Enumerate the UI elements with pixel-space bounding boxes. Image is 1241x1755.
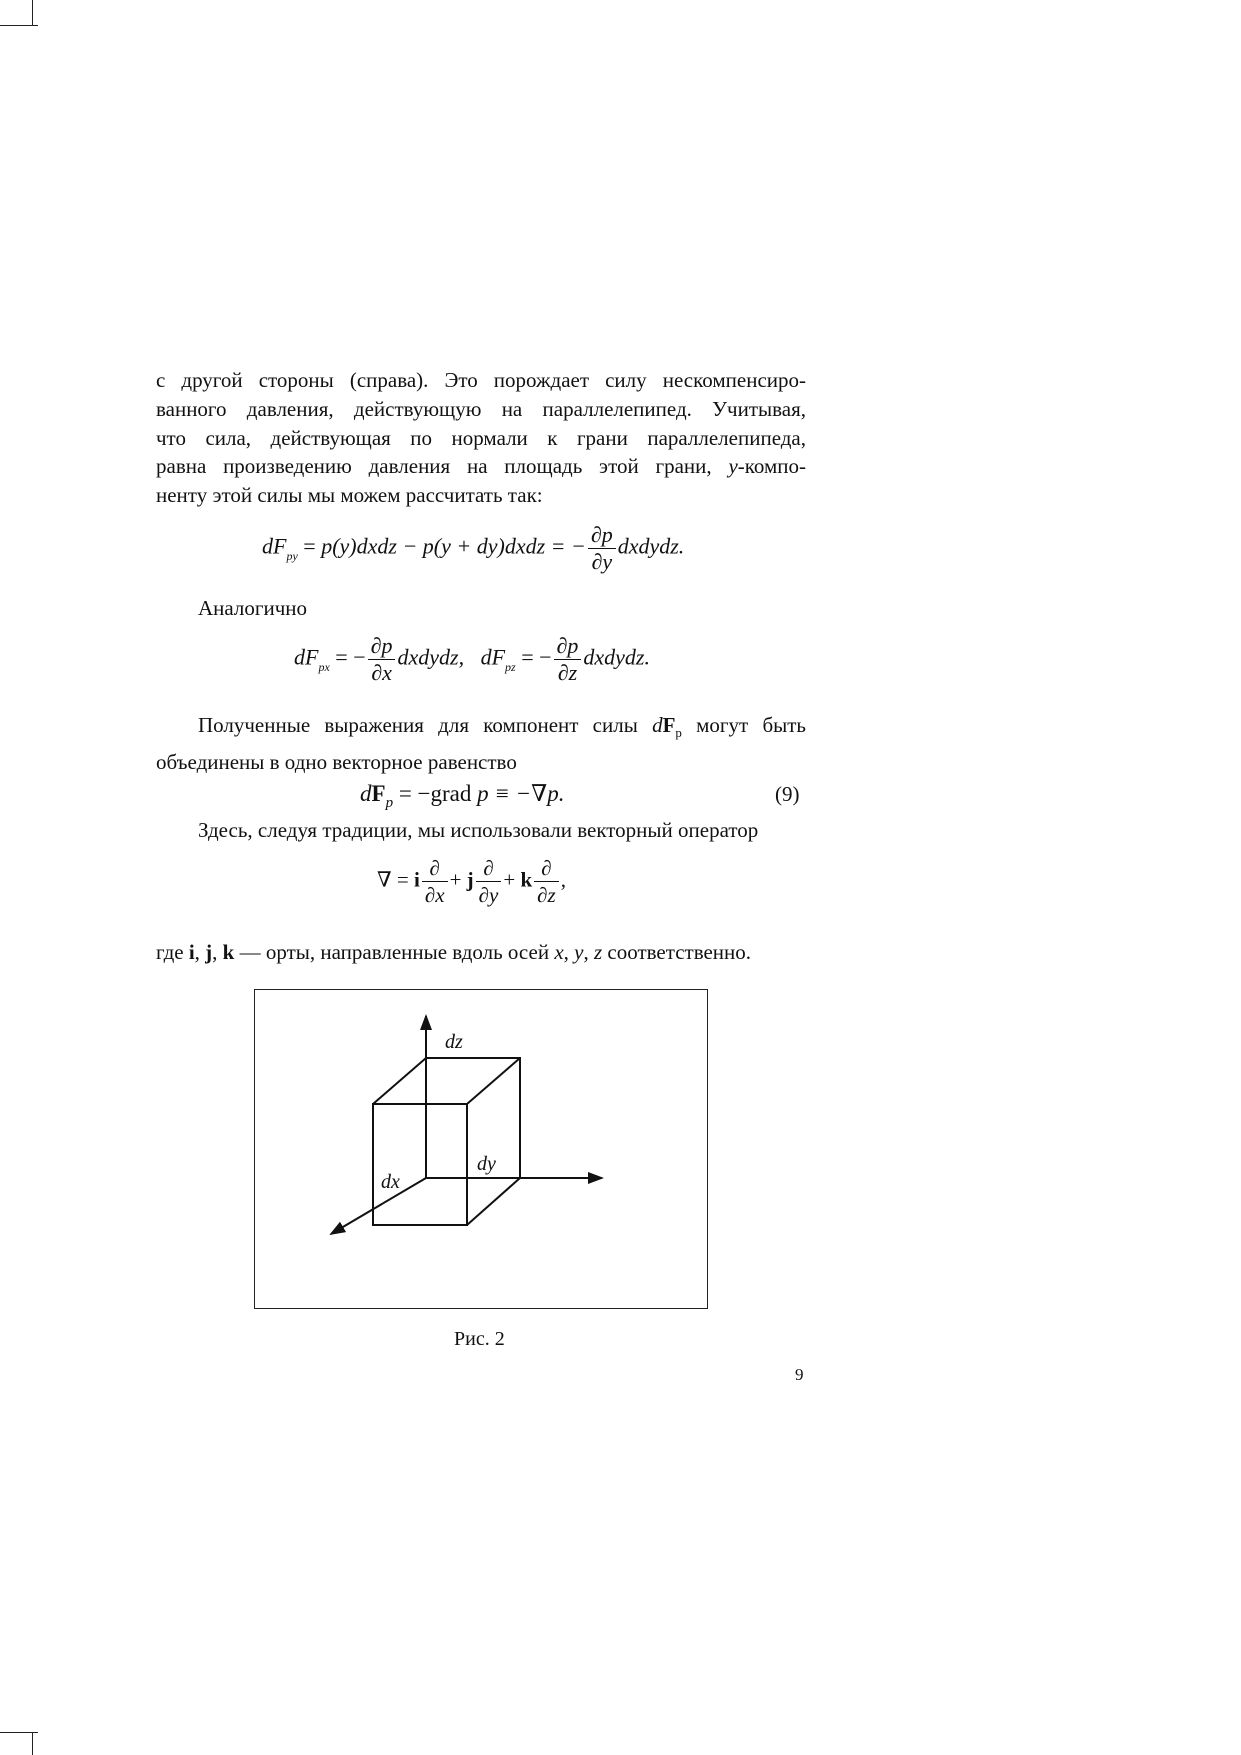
cube-edge	[373, 1058, 426, 1104]
text-line: ненту этой силы мы можем рассчитать так:	[156, 483, 543, 508]
figure-caption: Рис. 2	[454, 1328, 505, 1350]
crop-mark-top-vertical	[32, 0, 33, 26]
equation-number: (9)	[775, 782, 800, 806]
equation-nabla: ∇ = i $\frac{\partial}{\partial x}$ + j $\frac{\partial}{\partial y}$ + k $\frac{\partial}{\partial z}$ ,	[377, 856, 566, 907]
equation-dFpy: $dF_{py}$ = p(y)dxdz − p(y + dy)dxdz = − $\frac{\partial p}{\partial y}$ dxdydz.	[262, 522, 685, 574]
cube-diagram	[255, 990, 707, 1308]
fraction: $\frac{\partial p}{\partial x}$	[368, 633, 396, 686]
paragraph-2	[156, 711, 806, 777]
paragraph-3: Здесь, следуя традиции, мы использовали векторный оператор	[198, 818, 759, 842]
paragraph-1	[156, 366, 806, 510]
text-line: Полученные выражения для компонент силы $dF_p$ могут быть	[198, 713, 807, 741]
fraction: $\frac{\partial}{\partial z}$	[534, 855, 559, 908]
page-number: 9	[795, 1365, 804, 1384]
crop-mark-top-horizontal	[0, 25, 38, 26]
cube-edge	[467, 1178, 520, 1225]
fraction: $\frac{\partial}{\partial x}$	[422, 855, 448, 908]
text-line: что сила, действующая по нормали к грани параллелепипеда,	[156, 425, 806, 450]
fraction: $\frac{\partial p}{\partial z}$	[554, 633, 582, 686]
text-line: равна произведению давления на площадь этой грани, y-компо-	[156, 454, 807, 479]
cube-front-face	[373, 1104, 467, 1225]
label-dx: dx	[381, 1171, 400, 1193]
fraction: $\frac{\partial p}{\partial y}$	[588, 522, 616, 575]
label-dz: dz	[445, 1031, 463, 1053]
cube-edge	[467, 1058, 520, 1104]
equation-dFpx-dFpz: $dF_{px}$ = − $\frac{\partial p}{\partial x}$ dxdydz, $dF_{pz}$ = − $\frac{\partial p}{\partial z}$ dxdydz.	[294, 633, 650, 685]
crop-mark-bottom-vertical	[32, 1732, 33, 1755]
label-dy: dy	[477, 1153, 496, 1175]
text-line: объединены в одно векторное равенство	[156, 749, 517, 774]
paragraph-4: где i, j, k — орты, направленные вдоль осей x, y, z соответственно.	[156, 940, 752, 964]
text-line: ванного давления, действующую на параллелепипед. Учитывая,	[156, 396, 806, 421]
text-analogichno: Аналогично	[198, 596, 308, 620]
text-line: с другой стороны (справа). Это порождает силу нескомпенсиро-	[156, 368, 806, 392]
equation-9: $dF_p$ = −grad p ≡ −∇p.	[360, 781, 565, 811]
fraction: $\frac{\partial}{\partial y}$	[476, 855, 502, 908]
figure-frame	[254, 989, 708, 1309]
crop-mark-bottom-horizontal	[0, 1732, 38, 1733]
cube-back-face	[426, 1058, 520, 1178]
